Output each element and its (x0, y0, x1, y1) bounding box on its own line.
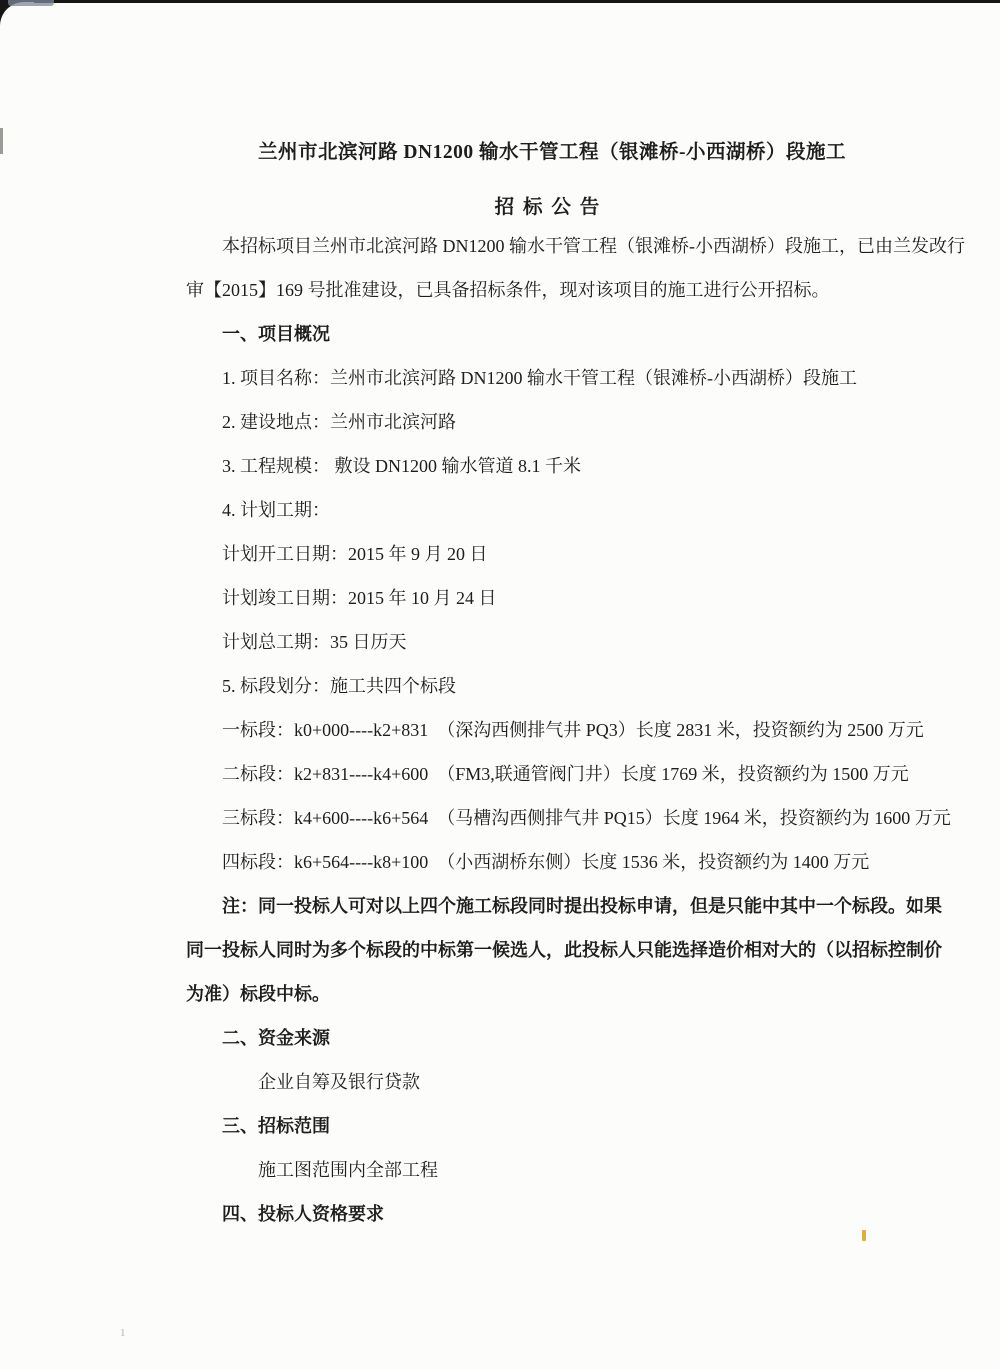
bid-section-1-line: 一标段：k0+000----k2+831 （深沟西侧排气井 PQ3）长度 2831 米，投资额约为 2500 万元 (222, 720, 924, 740)
note-line-1: 注：同一投标人可对以上四个施工标段同时提出投标申请，但是只能中其中一个标段。如果 (222, 896, 942, 916)
schedule-heading-line: 4. 计划工期： (222, 500, 330, 520)
section1-heading: 一、项目概况 (222, 324, 330, 344)
project-scale-line: 3. 工程规模： 敷设 DN1200 输水管道 8.1 千米 (222, 456, 581, 476)
section2-heading: 二、资金来源 (222, 1028, 330, 1048)
total-duration-line: 计划总工期：35 日历天 (222, 632, 407, 652)
section3-heading: 三、招标范围 (222, 1116, 330, 1136)
bid-section-3-line: 三标段：k4+600----k6+564 （马槽沟西侧排气井 PQ15）长度 1964 米，投资额约为 1600 万元 (222, 808, 951, 828)
finish-date-line: 计划竣工日期：2015 年 10 月 24 日 (222, 588, 497, 608)
project-location-line: 2. 建设地点：兰州市北滨河路 (222, 412, 456, 432)
document-text (0, 224, 1000, 1236)
document-title: 兰州市北滨河路 DN1200 输水干管工程（银滩桥-小西湖桥）段施工 (258, 142, 846, 163)
faint-mark: 1 (120, 1327, 126, 1339)
start-date-line: 计划开工日期：2015 年 9 月 20 日 (222, 544, 488, 564)
project-name-line: 1. 项目名称：兰州市北滨河路 DN1200 输水干管工程（银滩桥-小西湖桥）段施工 (222, 368, 857, 388)
bid-division-line: 5. 标段划分：施工共四个标段 (222, 676, 456, 696)
note-line-3: 为准）标段中标。 (186, 984, 330, 1004)
funding-source-line: 企业自筹及银行贷款 (258, 1072, 420, 1092)
note-line-2: 同一投标人同时为多个标段的中标第一候选人，此投标人只能选择造价相对大的（以招标控制价 (186, 940, 942, 960)
intro-line-1: 本招标项目兰州市北滨河路 DN1200 输水干管工程（银滩桥-小西湖桥）段施工，已由兰发改行 (222, 236, 965, 256)
intro-line-2: 审【2015】169 号批准建设，已具备招标条件，现对该项目的施工进行公开招标。 (186, 280, 830, 300)
document-subtitle: 招 标 公 告 (494, 197, 602, 218)
bid-section-4-line: 四标段：k6+564----k8+100 （小西湖桥东侧）长度 1536 米，投资额约为 1400 万元 (222, 852, 870, 872)
section4-heading: 四、投标人资格要求 (222, 1204, 384, 1224)
tender-scope-line: 施工图范围内全部工程 (258, 1160, 438, 1180)
bid-section-2-line: 二标段：k2+831----k4+600 （FM3,联通管阀门井）长度 1769 米，投资额约为 1500 万元 (222, 764, 909, 784)
